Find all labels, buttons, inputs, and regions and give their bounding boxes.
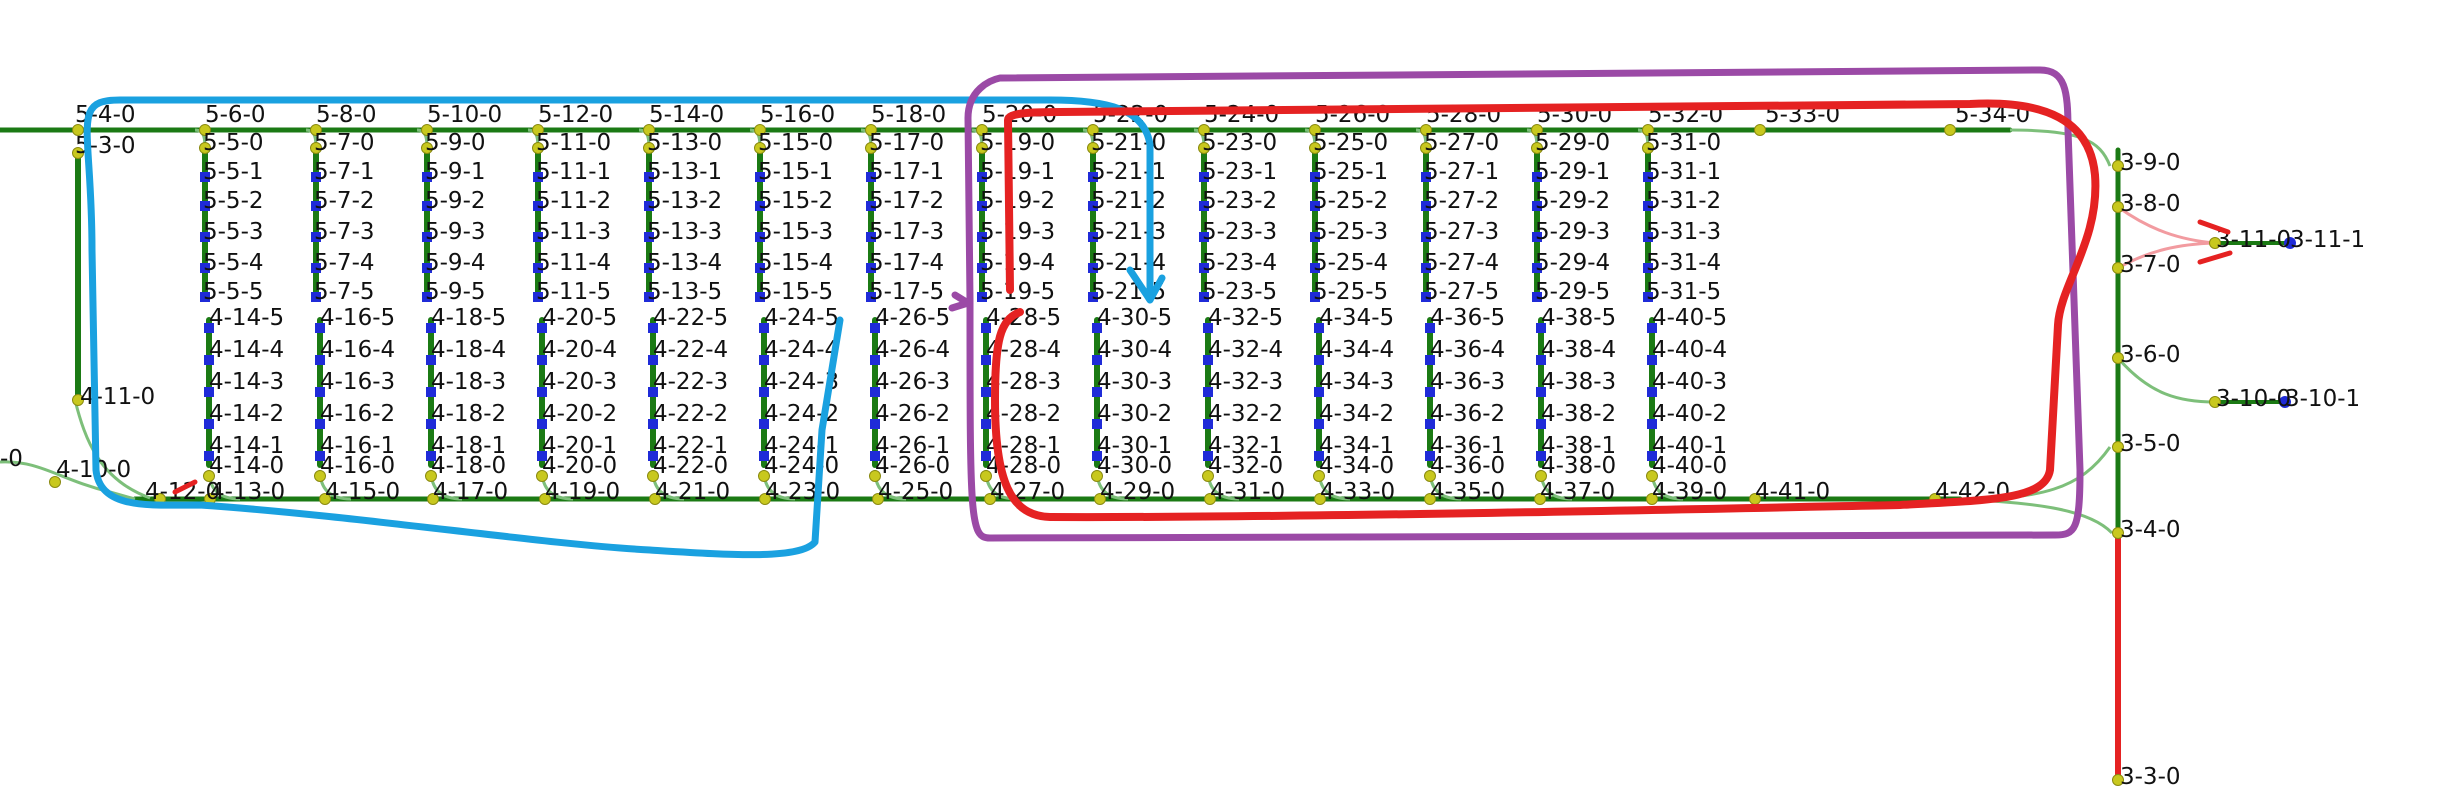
branch-label: 3-10-1 [2285, 386, 2361, 412]
upper-siding-label: 5-13-2 [647, 188, 723, 214]
upper-siding-label: 5-19-4 [980, 250, 1056, 276]
lower-siding-label: 4-40-2 [1652, 401, 1728, 427]
left-node-label: 4-11-0 [80, 384, 156, 410]
right-column-label: 3-3-0 [2120, 764, 2181, 790]
lower-siding-label: 4-18-2 [431, 401, 507, 427]
upper-siding-label: 5-25-3 [1313, 219, 1389, 245]
bottom-junction-label: 4-42-0 [1935, 479, 2011, 505]
upper-siding-label: 5-17-4 [869, 250, 945, 276]
upper-siding-label: 5-11-4 [536, 250, 612, 276]
upper-siding-label: 5-25-5 [1313, 279, 1389, 305]
top-junction-label: 5-20-0 [982, 102, 1058, 128]
upper-siding-label: 5-9-1 [425, 159, 486, 185]
upper-siding-label: 5-17-0 [869, 130, 945, 156]
lower-siding-label: 4-26-4 [875, 337, 951, 363]
upper-siding-label: 5-29-1 [1535, 159, 1611, 185]
lower-siding-label: 4-34-2 [1319, 401, 1395, 427]
upper-siding-label: 5-17-1 [869, 159, 945, 185]
lower-siding-label: 4-32-2 [1208, 401, 1284, 427]
top-junction-label: 5-6-0 [205, 102, 266, 128]
upper-siding-label: 5-19-1 [980, 159, 1056, 185]
upper-siding-label: 5-13-3 [647, 219, 723, 245]
top-junction-label: 5-12-0 [538, 102, 614, 128]
bottom-junction-label: 4-21-0 [655, 479, 731, 505]
upper-siding-label: 5-9-4 [425, 250, 486, 276]
top-junction-label: 5-8-0 [316, 102, 377, 128]
lower-siding-label: 4-18-3 [431, 369, 507, 395]
top-junction-label: 5-24-0 [1204, 102, 1280, 128]
lower-siding-label: 4-38-5 [1541, 305, 1617, 331]
lower-siding-label: 4-14-1 [209, 433, 285, 459]
upper-siding-label: 5-19-2 [980, 188, 1056, 214]
left-edge-label: -0 [0, 446, 23, 472]
upper-siding-label: 5-15-3 [758, 219, 834, 245]
upper-siding-label: 5-29-3 [1535, 219, 1611, 245]
lower-siding-label: 4-34-5 [1319, 305, 1395, 331]
lower-siding-label: 4-16-2 [320, 401, 396, 427]
upper-siding-label: 5-17-3 [869, 219, 945, 245]
lower-siding-label: 4-38-0 [1541, 453, 1617, 479]
bottom-junction-label: 4-35-0 [1430, 479, 1506, 505]
upper-siding-label: 5-31-1 [1646, 159, 1722, 185]
upper-siding-label: 5-13-5 [647, 279, 723, 305]
upper-siding-label: 5-27-0 [1424, 130, 1500, 156]
upper-siding-label: 5-29-0 [1535, 130, 1611, 156]
upper-siding-label: 5-5-3 [203, 219, 264, 245]
upper-siding-label: 5-9-2 [425, 188, 486, 214]
top-junction-label: 5-32-0 [1648, 102, 1724, 128]
upper-siding-label: 5-17-2 [869, 188, 945, 214]
upper-siding-label: 5-31-5 [1646, 279, 1722, 305]
top-left-label: 5-3-0 [75, 133, 136, 159]
upper-siding-label: 5-29-5 [1535, 279, 1611, 305]
lower-siding-label: 4-32-0 [1208, 453, 1284, 479]
upper-siding-label: 5-7-3 [314, 219, 375, 245]
upper-siding-label: 5-11-0 [536, 130, 612, 156]
upper-siding-label: 5-15-0 [758, 130, 834, 156]
upper-siding-label: 5-5-0 [203, 130, 264, 156]
upper-siding-label: 5-11-2 [536, 188, 612, 214]
branch-label: 3-10-0 [2216, 386, 2292, 412]
bottom-junction-label: 4-15-0 [325, 479, 401, 505]
lower-siding-label: 4-24-2 [764, 401, 840, 427]
lower-siding-label: 4-18-0 [431, 453, 507, 479]
lower-siding-label: 4-36-5 [1430, 305, 1506, 331]
top-junction-label: 5-18-0 [871, 102, 947, 128]
bottom-junction-label: 4-17-0 [433, 479, 509, 505]
junction-node [1945, 125, 1956, 136]
lower-siding-label: 4-28-5 [986, 305, 1062, 331]
lower-siding-label: 4-26-2 [875, 401, 951, 427]
lower-siding-label: 4-22-5 [653, 305, 729, 331]
left-node-label: 4-10-0 [56, 457, 132, 483]
upper-siding-label: 5-11-3 [536, 219, 612, 245]
lower-siding-label: 4-40-5 [1652, 305, 1728, 331]
bottom-junction-label: 4-29-0 [1100, 479, 1176, 505]
upper-siding-label: 5-31-3 [1646, 219, 1722, 245]
lower-siding-label: 4-36-1 [1430, 433, 1506, 459]
bottom-junction-label: 4-25-0 [878, 479, 954, 505]
lower-siding-label: 4-14-2 [209, 401, 285, 427]
upper-siding-label: 5-15-5 [758, 279, 834, 305]
lower-siding-label: 4-38-4 [1541, 337, 1617, 363]
upper-siding-label: 5-25-2 [1313, 188, 1389, 214]
lower-siding-label: 4-22-0 [653, 453, 729, 479]
lower-siding-label: 4-40-3 [1652, 369, 1728, 395]
upper-siding-label: 5-27-4 [1424, 250, 1500, 276]
upper-siding-label: 5-19-3 [980, 219, 1056, 245]
lower-siding-label: 4-28-0 [986, 453, 1062, 479]
upper-siding-label: 5-29-2 [1535, 188, 1611, 214]
lower-siding-label: 4-38-3 [1541, 369, 1617, 395]
top-junction-label: 5-26-0 [1315, 102, 1391, 128]
lower-siding-label: 4-30-1 [1097, 433, 1173, 459]
upper-siding-label: 5-7-4 [314, 250, 375, 276]
lower-siding-label: 4-34-0 [1319, 453, 1395, 479]
lower-siding-label: 4-28-4 [986, 337, 1062, 363]
junction-node [1755, 125, 1766, 136]
lower-siding-label: 4-34-1 [1319, 433, 1395, 459]
lower-siding-label: 4-30-3 [1097, 369, 1173, 395]
lower-siding-label: 4-18-1 [431, 433, 507, 459]
branch-label: 3-11-1 [2290, 227, 2366, 253]
lower-siding-label: 4-20-2 [542, 401, 618, 427]
bottom-junction-label: 4-41-0 [1755, 479, 1831, 505]
lower-siding-label: 4-32-5 [1208, 305, 1284, 331]
lower-siding-label: 4-30-2 [1097, 401, 1173, 427]
upper-siding-label: 5-25-4 [1313, 250, 1389, 276]
lower-siding-label: 4-26-3 [875, 369, 951, 395]
upper-siding-label: 5-5-4 [203, 250, 264, 276]
bottom-junction-label: 4-23-0 [765, 479, 841, 505]
lower-siding-label: 4-20-4 [542, 337, 618, 363]
lower-siding-label: 4-14-0 [209, 453, 285, 479]
upper-siding-label: 5-25-0 [1313, 130, 1389, 156]
upper-siding-label: 5-31-0 [1646, 130, 1722, 156]
lower-siding-label: 4-34-4 [1319, 337, 1395, 363]
right-column-label: 3-5-0 [2120, 431, 2181, 457]
bottom-junction-label: 4-31-0 [1210, 479, 1286, 505]
right-column-label: 3-4-0 [2120, 517, 2181, 543]
bottom-junction-label: 4-13-0 [210, 479, 286, 505]
top-junction-label: 5-28-0 [1426, 102, 1502, 128]
upper-siding-label: 5-7-1 [314, 159, 375, 185]
upper-siding-label: 5-7-5 [314, 279, 375, 305]
upper-siding-label: 5-27-2 [1424, 188, 1500, 214]
lower-siding-label: 4-40-0 [1652, 453, 1728, 479]
upper-siding-label: 5-9-5 [425, 279, 486, 305]
upper-siding-label: 5-31-4 [1646, 250, 1722, 276]
upper-siding-label: 5-23-5 [1202, 279, 1278, 305]
lower-siding-label: 4-22-3 [653, 369, 729, 395]
top-junction-label: 5-16-0 [760, 102, 836, 128]
upper-siding-label: 5-19-5 [980, 279, 1056, 305]
upper-siding-label: 5-5-5 [203, 279, 264, 305]
lower-siding-label: 4-26-0 [875, 453, 951, 479]
lower-siding-label: 4-26-1 [875, 433, 951, 459]
top-junction-label: 5-30-0 [1537, 102, 1613, 128]
lower-siding-label: 4-26-5 [875, 305, 951, 331]
bottom-junction-label: 4-19-0 [545, 479, 621, 505]
lower-siding-label: 4-40-4 [1652, 337, 1728, 363]
lower-siding-label: 4-30-5 [1097, 305, 1173, 331]
lower-siding-label: 4-36-0 [1430, 453, 1506, 479]
lower-siding-label: 4-20-0 [542, 453, 618, 479]
lower-siding-label: 4-24-3 [764, 369, 840, 395]
upper-siding-label: 5-23-1 [1202, 159, 1278, 185]
upper-siding-label: 5-21-4 [1091, 250, 1167, 276]
top-junction-label: 5-10-0 [427, 102, 503, 128]
bottom-junction-label: 4-27-0 [990, 479, 1066, 505]
lower-siding-label: 4-20-5 [542, 305, 618, 331]
lower-siding-label: 4-22-4 [653, 337, 729, 363]
upper-siding-label: 5-17-5 [869, 279, 945, 305]
top-right-label: 5-34-0 [1955, 102, 2031, 128]
upper-siding-label: 5-23-4 [1202, 250, 1278, 276]
lower-siding-label: 4-16-3 [320, 369, 396, 395]
lower-siding-label: 4-18-4 [431, 337, 507, 363]
upper-siding-label: 5-13-0 [647, 130, 723, 156]
upper-siding-label: 5-5-2 [203, 188, 264, 214]
upper-siding-label: 5-21-3 [1091, 219, 1167, 245]
lower-siding-label: 4-28-1 [986, 433, 1062, 459]
right-column-label: 3-6-0 [2120, 342, 2181, 368]
lower-siding-label: 4-24-5 [764, 305, 840, 331]
right-column-label: 3-9-0 [2120, 150, 2181, 176]
upper-siding-label: 5-21-0 [1091, 130, 1167, 156]
lower-siding-label: 4-16-4 [320, 337, 396, 363]
lower-siding-label: 4-30-0 [1097, 453, 1173, 479]
lower-siding-label: 4-14-3 [209, 369, 285, 395]
lower-siding-label: 4-24-4 [764, 337, 840, 363]
right-column-label: 3-8-0 [2120, 191, 2181, 217]
upper-siding-label: 5-13-1 [647, 159, 723, 185]
lower-siding-label: 4-24-0 [764, 453, 840, 479]
lower-siding-label: 4-36-4 [1430, 337, 1506, 363]
upper-siding-label: 5-21-2 [1091, 188, 1167, 214]
upper-siding-label: 5-23-0 [1202, 130, 1278, 156]
upper-siding-label: 5-19-0 [980, 130, 1056, 156]
upper-siding-label: 5-7-0 [314, 130, 375, 156]
branch-label: 3-11-0 [2216, 227, 2292, 253]
lower-siding-label: 4-14-4 [209, 337, 285, 363]
lower-siding-label: 4-16-1 [320, 433, 396, 459]
lower-siding-label: 4-16-0 [320, 453, 396, 479]
lower-siding-label: 4-14-5 [209, 305, 285, 331]
upper-siding-label: 5-27-1 [1424, 159, 1500, 185]
upper-siding-label: 5-11-1 [536, 159, 612, 185]
lower-siding-label: 4-28-2 [986, 401, 1062, 427]
upper-siding-label: 5-11-5 [536, 279, 612, 305]
upper-siding-label: 5-27-5 [1424, 279, 1500, 305]
lower-siding-label: 4-34-3 [1319, 369, 1395, 395]
upper-siding-label: 5-27-3 [1424, 219, 1500, 245]
lower-siding-label: 4-24-1 [764, 433, 840, 459]
left-link-curve [75, 400, 150, 498]
lower-siding-label: 4-30-4 [1097, 337, 1173, 363]
bottom-junction-label: 4-12-0 [145, 479, 221, 505]
upper-siding-label: 5-21-1 [1091, 159, 1167, 185]
lower-siding-label: 4-36-2 [1430, 401, 1506, 427]
upper-siding-label: 5-15-2 [758, 188, 834, 214]
upper-siding-label: 5-31-2 [1646, 188, 1722, 214]
upper-siding-label: 5-5-1 [203, 159, 264, 185]
upper-siding-label: 5-9-0 [425, 130, 486, 156]
lower-siding-label: 4-28-3 [986, 369, 1062, 395]
upper-siding-label: 5-25-1 [1313, 159, 1389, 185]
top-junction-label: 5-14-0 [649, 102, 725, 128]
lower-siding-label: 4-18-5 [431, 305, 507, 331]
top-junction-label: 5-22-0 [1093, 102, 1169, 128]
upper-siding-label: 5-13-4 [647, 250, 723, 276]
lower-siding-label: 4-36-3 [1430, 369, 1506, 395]
bottom-junction-label: 4-37-0 [1540, 479, 1616, 505]
upper-siding-label: 5-21-5 [1091, 279, 1167, 305]
upper-siding-label: 5-23-2 [1202, 188, 1278, 214]
lower-siding-label: 4-38-1 [1541, 433, 1617, 459]
upper-siding-label: 5-15-1 [758, 159, 834, 185]
bottom-junction-label: 4-39-0 [1652, 479, 1728, 505]
lower-siding-label: 4-38-2 [1541, 401, 1617, 427]
upper-siding-label: 5-15-4 [758, 250, 834, 276]
upper-siding-label: 5-9-3 [425, 219, 486, 245]
lower-siding-label: 4-32-4 [1208, 337, 1284, 363]
red-arrow-right-mark-lower [2200, 253, 2230, 262]
bottom-junction-label: 4-33-0 [1320, 479, 1396, 505]
right-column-label: 3-7-0 [2120, 252, 2181, 278]
lower-siding-label: 4-20-1 [542, 433, 618, 459]
upper-siding-label: 5-29-4 [1535, 250, 1611, 276]
upper-siding-label: 5-7-2 [314, 188, 375, 214]
lower-siding-label: 4-32-1 [1208, 433, 1284, 459]
top-left-label: 5-4-0 [75, 102, 136, 128]
upper-siding-label: 5-23-3 [1202, 219, 1278, 245]
lower-siding-label: 4-32-3 [1208, 369, 1284, 395]
label-layer [0, 102, 2365, 790]
top-right-label: 5-33-0 [1765, 102, 1841, 128]
lower-siding-label: 4-40-1 [1652, 433, 1728, 459]
lower-siding-label: 4-22-1 [653, 433, 729, 459]
lower-siding-label: 4-20-3 [542, 369, 618, 395]
lower-siding-label: 4-16-5 [320, 305, 396, 331]
lower-siding-label: 4-22-2 [653, 401, 729, 427]
